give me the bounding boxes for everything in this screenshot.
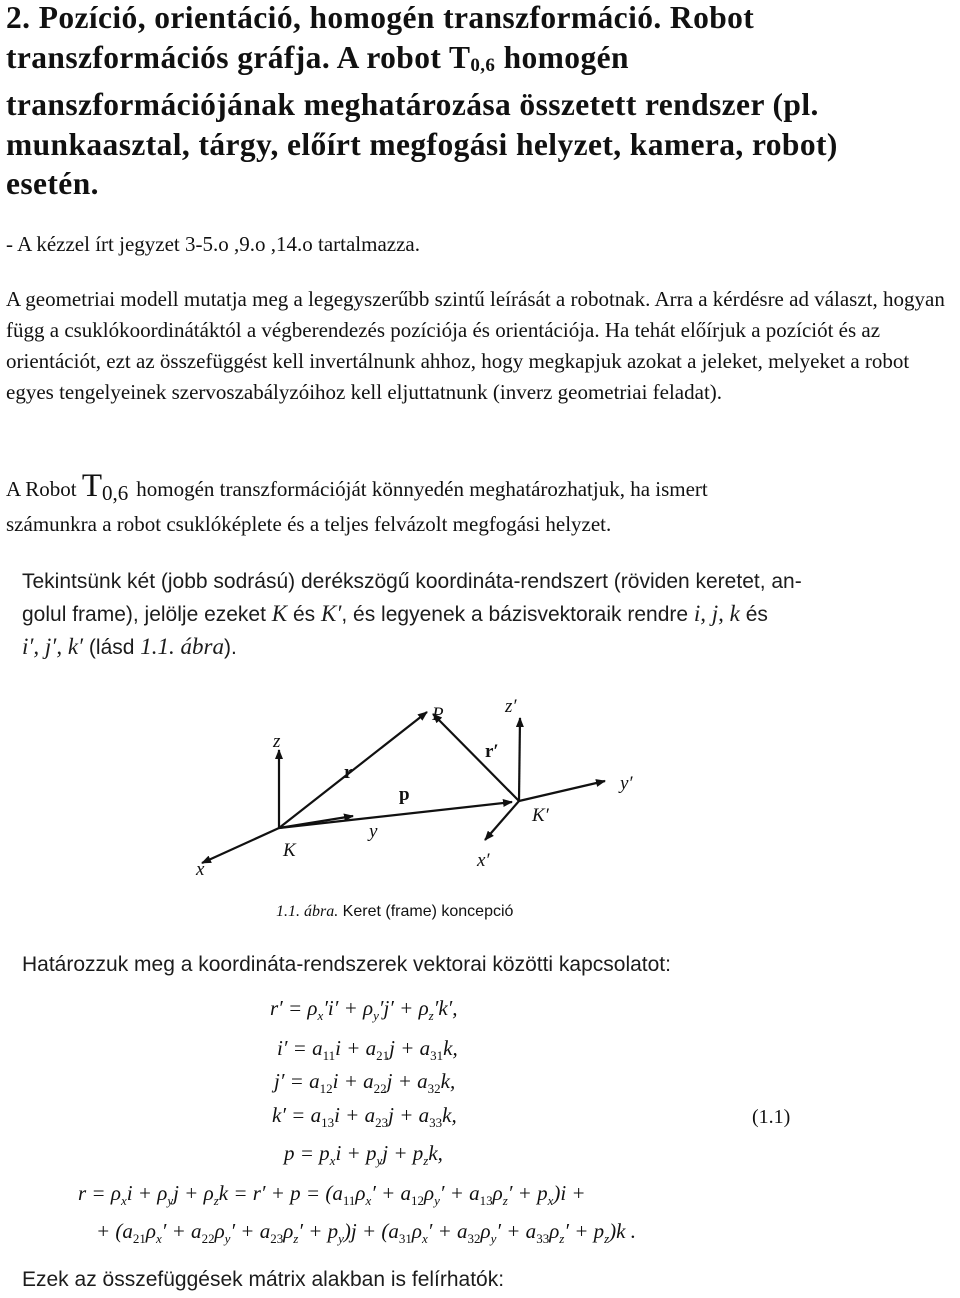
x-axis-arrow bbox=[202, 828, 279, 863]
heading-line bbox=[6, 38, 956, 86]
caption-number: 1.1. ábra. bbox=[276, 903, 339, 920]
equation-j-prime: $j' = a_{12}i + a_{22}j + a_{32}k$, bbox=[274, 1069, 456, 1097]
y-prime-axis-label: y′ bbox=[620, 773, 633, 794]
paragraph-line: számunkra a robot csuklóképlete és a teljes felvázolt megfogási helyzet. bbox=[6, 512, 612, 536]
equation-r-expanded-line1: $r = \rho_xi + \rho_yj + \rho_zk = r' + p = (a_{11}\rho_x' + a_{12}\rho_y' + a_{13}\rho_z' + p_x)i$ + bbox=[78, 1181, 586, 1209]
paragraph-text: homogén transzformációját könnyedén meghatározhatjuk, ha ismert bbox=[136, 477, 708, 501]
excerpt-line bbox=[22, 631, 822, 664]
x-prime-axis-arrow bbox=[485, 801, 519, 840]
excerpt-text: (lásd bbox=[83, 636, 141, 659]
z-prime-axis-arrow bbox=[519, 718, 520, 801]
heading-line: 2. Pozíció, orientáció, homogén transzformáció. Robot bbox=[6, 0, 755, 35]
transform-symbol: T bbox=[81, 468, 103, 504]
homogeneous-transform-paragraph bbox=[6, 468, 960, 540]
r-prime-vector-label: r′ bbox=[485, 741, 499, 762]
matrix-form-sentence: Ezek az összefüggések mátrix alakban is felírhatók: bbox=[22, 1268, 505, 1291]
paragraph-text: A Robot bbox=[6, 477, 82, 501]
section-heading bbox=[6, 0, 956, 204]
heading-text: transzformációs gráfja. A robot T bbox=[6, 39, 471, 75]
book-excerpt-paragraph bbox=[22, 566, 822, 664]
equation-p: $p = p_xi + p_yj + p_zk$, bbox=[284, 1141, 443, 1169]
y-axis-label: y bbox=[369, 821, 378, 842]
frame-concept-diagram bbox=[180, 690, 700, 890]
caption-text: Keret (frame) koncepció bbox=[338, 903, 514, 920]
figure-caption bbox=[276, 903, 513, 921]
equation-r-expanded-line2: + $(a_{21}\rho_x' + a_{22}\rho_y' + a_{23}\rho_z' + p_y)j + (a_{31}\rho_x' + a_{32}\rho_y' + a_{33}\rho_z' + p_z)k$ . bbox=[96, 1219, 636, 1247]
equations-intro: Határozzuk meg a koordináta-rendszerek vektorai közötti kapcsolatot: bbox=[22, 953, 671, 976]
excerpt-text: ). bbox=[223, 636, 237, 659]
y-prime-axis-arrow bbox=[519, 781, 605, 801]
figure-reference: 1.1. ábra bbox=[140, 634, 224, 659]
basis-symbols: i, j, k bbox=[693, 601, 740, 626]
frame-k-prime-symbol: K′ bbox=[321, 601, 342, 626]
excerpt-text: golul frame), jelölje ezeket bbox=[22, 603, 272, 626]
excerpt-line bbox=[22, 598, 822, 631]
r-vector-label: r bbox=[344, 762, 353, 783]
equation-r-prime: $r' = \rho_x'i' + \rho_y'j' + \rho_z'k'$, bbox=[270, 996, 458, 1024]
equation-k-prime: $k' = a_{13}i + a_{23}j + a_{33}k$, bbox=[272, 1103, 457, 1131]
excerpt-text: és bbox=[739, 603, 768, 626]
excerpt-text: és bbox=[287, 603, 321, 626]
heading-line: esetén. bbox=[6, 166, 99, 201]
paragraph-line bbox=[6, 468, 960, 509]
heading-line: transzformációjának meghatározása összetett rendszer (pl. bbox=[6, 87, 819, 122]
excerpt-line: Tekintsünk két (jobb sodrású) derékszögű koordináta-rendszert (röviden keretet, an- bbox=[22, 570, 802, 593]
z-axis-label: z bbox=[273, 731, 281, 752]
heading-subscript: 0,6 bbox=[470, 54, 496, 76]
heading-line: munkaasztal, tárgy, előírt megfogási helyzet, kamera, robot) bbox=[6, 126, 838, 162]
frame-k-prime-label: K′ bbox=[532, 805, 549, 826]
z-prime-axis-label: z′ bbox=[505, 696, 517, 717]
point-p-label: P bbox=[432, 704, 444, 725]
r-prime-vector-arrow bbox=[433, 714, 519, 801]
basis-prime-symbols: i′, j′, k′ bbox=[22, 634, 84, 659]
excerpt-text: , és legyenek a bázisvektoraik rendre bbox=[341, 603, 694, 626]
geometric-model-paragraph: A geometriai modell mutatja meg a legegyszerűbb szintű leírását a robotnak. Arra a kérdésre ad választ, hogyan függ a csuklókoordinátáktól a végberendezés pozíciója és orientációja. Ha tehát előírjuk a pozíciót és az orientációt, ezt az összefüggést kell invertálnunk ahhoz, hogy megkapjuk azokat a jeleket, melyeket a robot egyes tengelyeinek szervoszabályzóihoz kell eljuttatnunk (inverz geometriai feladat). bbox=[6, 287, 945, 404]
transform-subscript: 0,6 bbox=[102, 481, 129, 505]
handwritten-note-reference: - A kézzel írt jegyzet 3-5.o ,9.o ,14.o tartalmazza. bbox=[6, 232, 421, 256]
equation-i-prime: $i' = a_{11}i + a_{21}j + a_{31}k$, bbox=[277, 1036, 458, 1064]
frame-k-symbol: K bbox=[271, 601, 288, 626]
x-prime-axis-label: x′ bbox=[477, 850, 490, 871]
frame-k-label: K bbox=[283, 840, 296, 861]
x-axis-label: x bbox=[196, 859, 205, 880]
p-vector-label: p bbox=[399, 784, 410, 805]
equation-number: (1.1) bbox=[752, 1106, 791, 1128]
p-vector-arrow bbox=[279, 802, 512, 828]
r-vector-arrow bbox=[279, 712, 427, 828]
heading-text: homogén bbox=[495, 39, 629, 75]
